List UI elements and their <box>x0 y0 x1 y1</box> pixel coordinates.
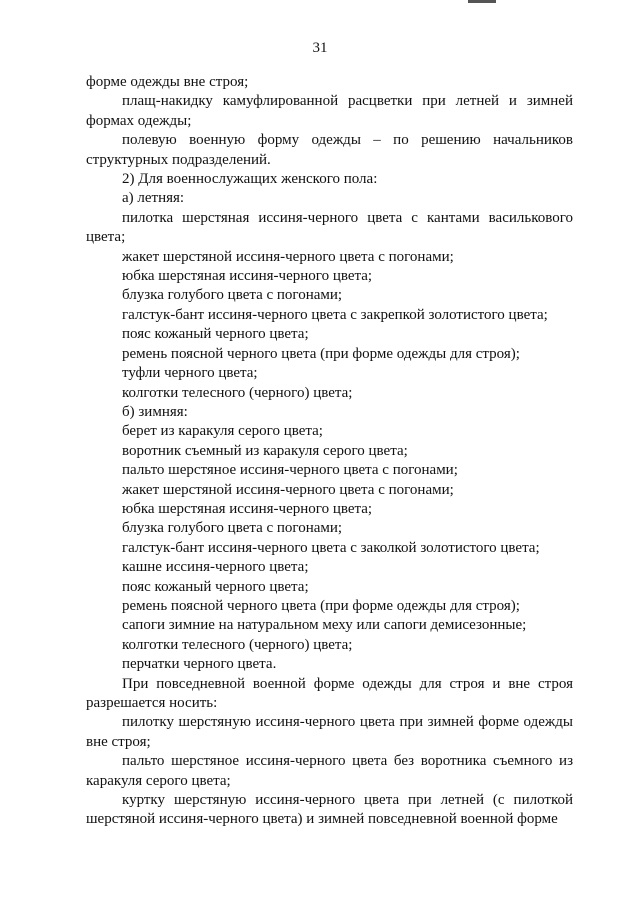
paragraph: галстук-бант иссиня-черного цвета с заколкой золотистого цвета; <box>122 539 540 556</box>
paragraph: сапоги зимние на натуральном меху или сапоги демисезонные; <box>122 617 527 634</box>
paragraph: воротник съемный из каракуля серого цвета; <box>122 442 408 459</box>
paragraph: колготки телесного (черного) цвета; <box>122 384 353 401</box>
paragraph: куртку шерстяную иссиня-черного цвета при летней (с пилоткой шерстяной иссиня-черного цвета) и зимней повседневной военной форме <box>86 792 573 828</box>
paragraph: блузка голубого цвета с погонами; <box>122 287 343 304</box>
paragraph: жакет шерстяной иссиня-черного цвета с погонами; <box>122 248 454 265</box>
paragraph: пояс кожаный черного цвета; <box>122 326 309 343</box>
paragraph: пояс кожаный черного цвета; <box>122 578 309 595</box>
paragraph: берет из каракуля серого цвета; <box>122 423 323 440</box>
paragraph: б) зимняя: <box>122 403 188 420</box>
paragraph: юбка шерстяная иссиня-черного цвета; <box>122 268 373 285</box>
scan-edge-mark <box>468 0 496 3</box>
paragraph: При повседневной военной форме одежды для строя и вне строя разрешается носить: <box>86 675 573 711</box>
paragraph: кашне иссиня-черного цвета; <box>122 559 309 576</box>
paragraph: перчатки черного цвета. <box>122 656 277 673</box>
paragraph: туфли черного цвета; <box>122 365 258 382</box>
paragraph: полевую военную форму одежды – по решению начальников структурных подразделений. <box>86 132 573 168</box>
paragraph: колготки телесного (черного) цвета; <box>122 636 353 653</box>
paragraph: ремень поясной черного цвета (при форме одежды для строя); <box>122 345 520 362</box>
paragraph: пальто шерстяное иссиня-черного цвета без воротника съемного из каракуля серого цвета; <box>86 753 573 789</box>
paragraph: пилотку шерстяную иссиня-черного цвета при зимней форме одежды вне строя; <box>86 714 573 750</box>
paragraph: ремень поясной черного цвета (при форме одежды для строя); <box>122 597 520 614</box>
paragraph: 2) Для военнослужащих женского пола: <box>122 171 378 188</box>
paragraph: пальто шерстяное иссиня-черного цвета с погонами; <box>122 462 458 479</box>
paragraph: юбка шерстяная иссиня-черного цвета; <box>122 500 373 517</box>
paragraph: пилотка шерстяная иссиня-черного цвета с кантами василькового цвета; <box>86 209 573 246</box>
paragraph: а) летняя: <box>122 190 185 207</box>
page-number: 31 <box>312 40 328 56</box>
paragraph: форме одежды вне строя; <box>86 74 249 90</box>
paragraph: жакет шерстяной иссиня-черного цвета с погонами; <box>122 481 454 498</box>
paragraph: плащ-накидку камуфлированной расцветки при летней и зимней формах одежды; <box>86 93 573 129</box>
paragraph: блузка голубого цвета с погонами; <box>122 520 343 537</box>
paragraph: галстук-бант иссиня-черного цвета с закрепкой золотистого цвета; <box>122 306 548 323</box>
document-body <box>86 73 573 830</box>
